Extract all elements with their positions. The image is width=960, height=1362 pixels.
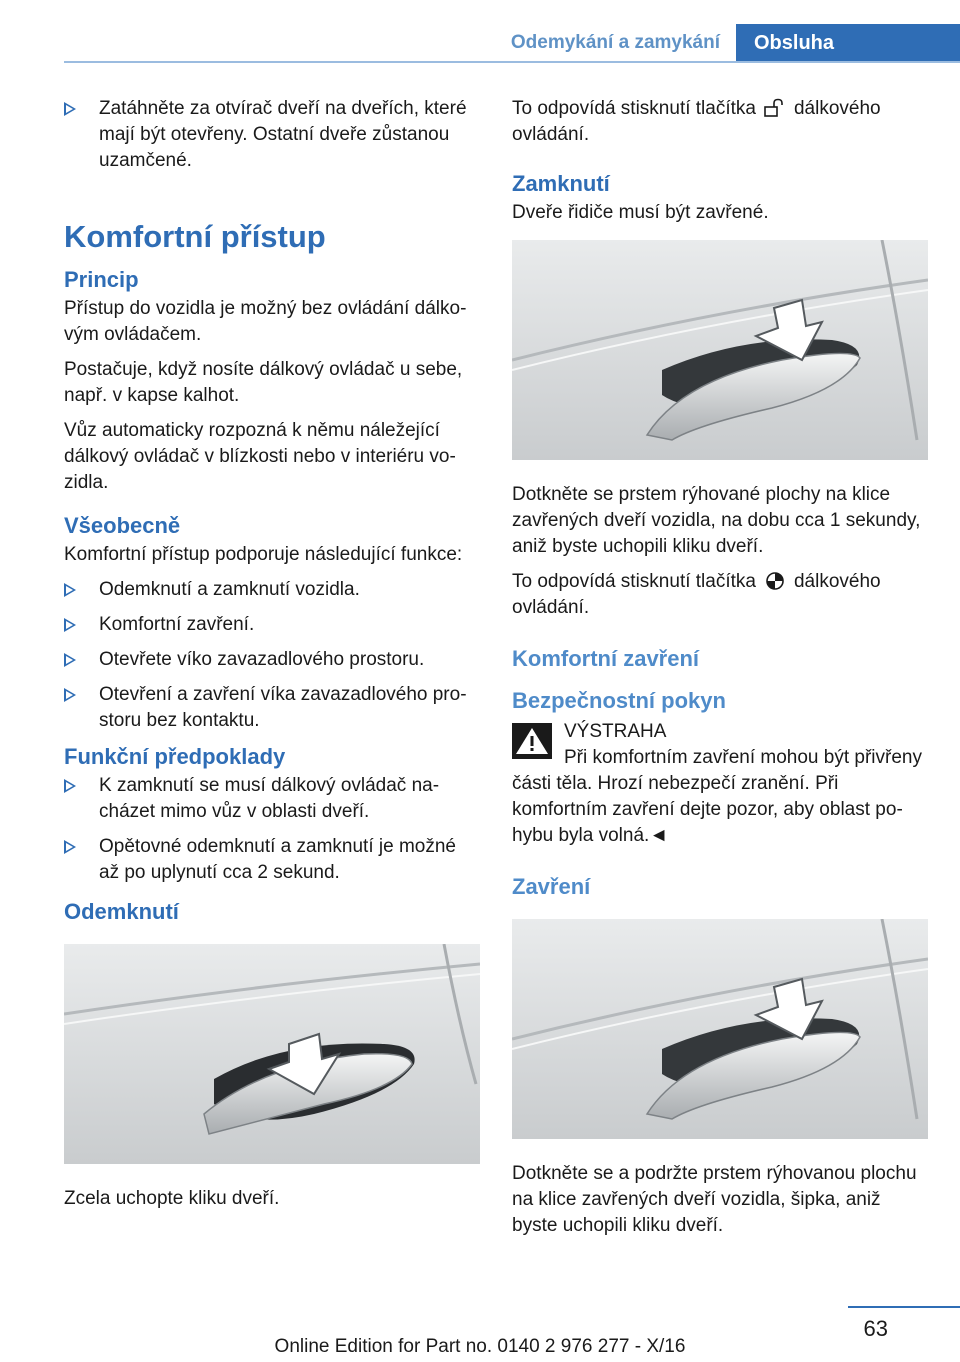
safety-heading: Bezpečnostní pokyn	[512, 688, 726, 713]
warning-text: Při komfortním zavření mohou být přivřeny části těla. Hrozí nebezpečí zranění. Při komfortním zavření dejte pozor, aby oblast pohybu byla volná.◄	[512, 747, 922, 846]
list-item: K zamknutí se musí dálkový ovládač nacházet mimo vůz v oblasti dveří.	[64, 773, 480, 825]
left-column	[64, 96, 480, 1221]
close-paragraph: Dotkněte se a podržte prstem rýhovanou plochu na klice zavřených dveří vozidla, šipka, aniž byste uchopili kliku dveří.	[512, 1163, 917, 1236]
bullet-triangle-icon	[64, 102, 76, 116]
door-handle-hold-illustration	[512, 919, 928, 1139]
edition-note: Online Edition for Part no. 0140 2 976 277 - X/16	[274, 1336, 686, 1357]
princip-heading: Princip	[64, 267, 139, 292]
general-paragraph: Komfortní přístup podporuje následující funkce:	[64, 544, 463, 565]
door-handle-touch-illustration	[512, 240, 928, 460]
general-heading: Všeobecně	[64, 513, 181, 538]
top-bullet-list	[64, 96, 480, 174]
list-item: Otevření a zavření víka zavazadlového prostoru bez kontaktu.	[64, 682, 480, 734]
close-heading: Zavření	[512, 874, 591, 899]
door-handle-grip-illustration	[64, 944, 480, 1164]
princip-paragraph-2: Postačuje, když nosíte dálkový ovládač u sebe, např. v kapse kalhot.	[64, 359, 463, 406]
bullet-triangle-icon	[64, 779, 76, 793]
lock-paragraph-2: Dotkněte se prstem rýhované plochy na klice zavřených dveří vozidla, na dobu cca 1 sekundy, aniž byste uchopili kliku dveří.	[512, 484, 921, 557]
comfort-close-heading: Komfortní zavření	[512, 646, 700, 671]
bullet-triangle-icon	[64, 688, 76, 702]
list-item: Odemknutí a zamknutí vozidla.	[64, 577, 480, 603]
list-item: Zatáhněte za otvírač dveří na dveřích, které mají být otevřeny. Ostatní dveře zůstanou uzamčené.	[64, 96, 480, 174]
list-item: Komfortní zavření.	[64, 612, 480, 638]
princip-paragraph-3: Vůz automaticky rozpozná k němu náležející dálkový ovládač v blízkosti nebo v interiéru vozidla.	[64, 420, 456, 493]
footer-rule	[848, 1306, 960, 1308]
right-column	[512, 96, 928, 1248]
bullet-triangle-icon	[64, 583, 76, 597]
bullet-triangle-icon	[64, 653, 76, 667]
header-rule	[64, 61, 960, 63]
unlock-caption: Zcela uchopte kliku dveří.	[64, 1188, 280, 1209]
unlock-heading: Odemknutí	[64, 899, 179, 924]
princip-paragraph-1: Přístup do vozidla je možný bez ovládání dálkovým ovládačem.	[64, 298, 467, 345]
section-tab: Obsluha	[736, 24, 960, 62]
list-item: Opětovné odemknutí a zamknutí je možné až po uplynutí cca 2 sekund.	[64, 834, 480, 886]
prereq-heading: Funkční předpoklady	[64, 744, 286, 769]
page-number: 63	[863, 1316, 888, 1341]
lock-button-icon	[762, 571, 788, 591]
list-item: Otevřete víko zavazadlového prostoru.	[64, 647, 480, 673]
warning-title: VÝSTRAHA	[564, 721, 667, 742]
bullet-triangle-icon	[64, 618, 76, 632]
lock-button-paragraph: To odpovídá stisknutí tlačítka dálkového ovládání.	[512, 571, 881, 618]
unlock-button-paragraph: To odpovídá stisknutí tlačítka dálkového ovládání.	[512, 98, 881, 145]
bullet-triangle-icon	[64, 840, 76, 854]
warning-triangle-icon	[512, 723, 552, 759]
prereq-list	[64, 773, 480, 886]
unlock-button-icon	[762, 98, 788, 118]
lock-paragraph-1: Dveře řidiče musí být zavřené.	[512, 202, 769, 223]
warning-block	[512, 719, 928, 745]
lock-heading: Zamknutí	[512, 171, 610, 196]
page-title: Komfortní přístup	[64, 219, 326, 254]
chapter-title: Odemykání a zamykání	[510, 32, 720, 53]
general-list	[64, 577, 480, 734]
